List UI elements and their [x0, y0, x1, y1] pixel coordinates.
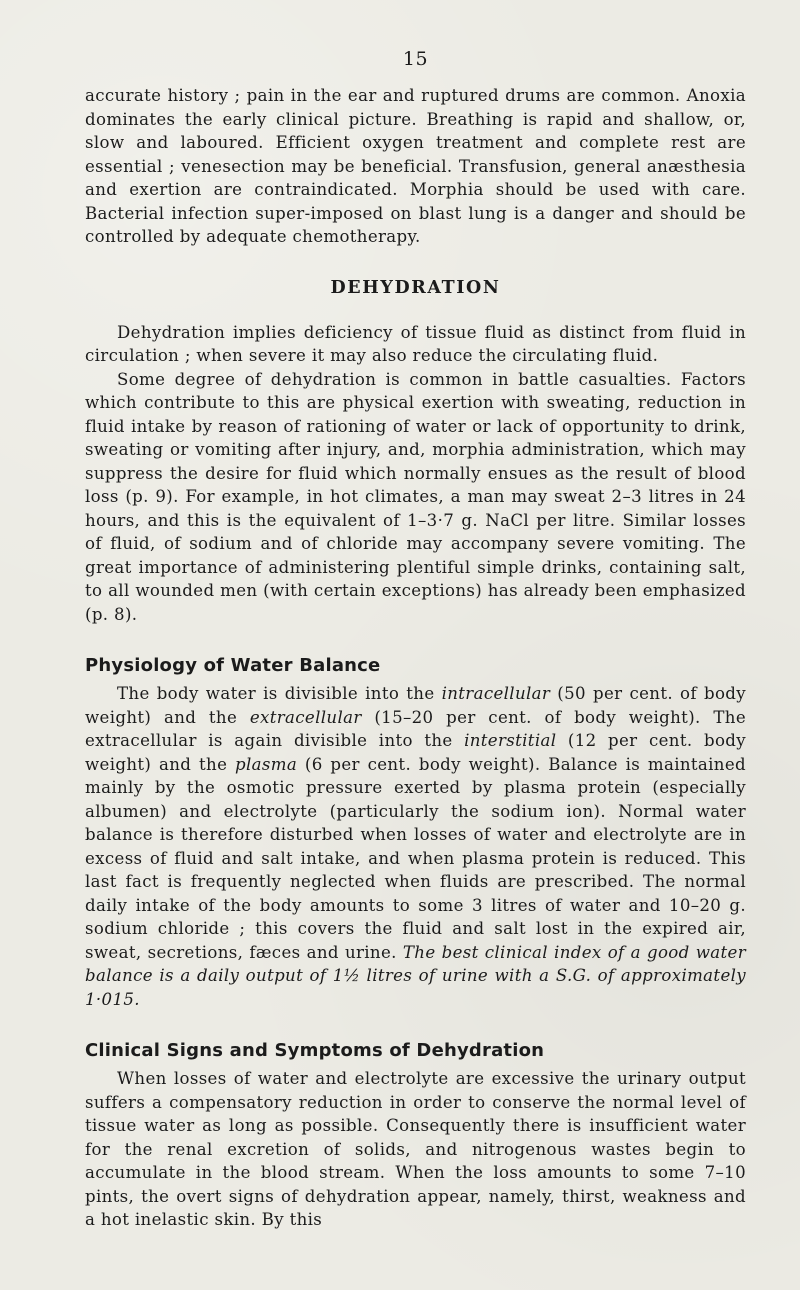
physiology-paragraph [85, 682, 746, 1011]
section-gap [85, 299, 746, 321]
extracellular-term: extracellular [249, 707, 362, 727]
physiology-heading: Physiology of Water Balance [85, 655, 381, 676]
physiology-text-b: (50 per cent. of body weight) and the [85, 684, 746, 727]
dehydration-heading: DEHYDRATION [330, 277, 501, 298]
page-number: 15 [402, 48, 429, 70]
section-gap [85, 626, 746, 654]
section-gap [85, 1011, 746, 1039]
physiology-text-a: The body water is divisible into the [117, 684, 442, 703]
physiology-text-c: (15–20 per cent. of body weight). The extracellular is again divisible into the [85, 707, 746, 750]
clinical-signs-paragraph: When losses of water and electrolyte are excessive the urinary output suffers a compensatory reduction in order to conserve the normal level of tissue water as long as possible. Consequently there is insufficient water for the renal excretion of solids, and nitrogenous wastes begin to accumulate in the blood stream. When the loss amounts to some 7–10 pints, the overt signs of dehydration appear, namely, thirst, weakness and a hot inelastic skin. By this [85, 1069, 746, 1229]
physiology-text-d: (12 per cent. body weight) and the [85, 731, 746, 774]
dehydration-paragraph-1: Dehydration implies deficiency of tissue fluid as distinct from fluid in circulation ; when severe it may also reduce the circulating fluid. [85, 322, 746, 365]
dehydration-paragraph-2: Some degree of dehydration is common in battle casualties. Factors which contribute to this are physical exertion with sweating, reduction in fluid intake by reason of rationing of water or lack of opportunity to drink, sweating or vomiting after injury, and, morphia administration, which may suppress the desire for fluid which normally ensues as the result of blood loss (p. 9). For example, in hot climates, a man may sweat 2–3 litres in 24 hours, and this is the equivalent of 1–3·7 g. NaCl per litre. Similar losses of fluid, of sodium and of chloride may accompany severe vomiting. The great importance of administering plentiful simple drinks, containing salt, to all wounded men (with certain exceptions) has already been emphasized (p. 8). [85, 369, 746, 624]
clinical-index-sentence: The best clinical index of a good water balance is a daily output of 1½ litres of urine with a S.G. of approximately 1·015. [85, 942, 746, 1009]
interstitial-term: interstitial [464, 731, 557, 750]
clinical-signs-heading: Clinical Signs and Symptoms of Dehydration [85, 1040, 545, 1061]
intracellular-term: intracellular [441, 684, 551, 703]
intro-paragraph: accurate history ; pain in the ear and ruptured drums are common. Anoxia dominates the early clinical picture. Breathing is rapid and shallow, or, slow and laboured. Efficient oxygen treatment and complete rest are essential ; venesection may be beneficial. Transfusion, general anæsthesia and exertion are contraindicated. Morphia should be used with care. Bacterial infection super-imposed on blast lung is a danger and should be controlled by adequate chemotherapy. [85, 86, 746, 246]
plasma-term: plasma [235, 754, 298, 774]
section-gap [85, 249, 746, 277]
physiology-text-e: (6 per cent. body weight). Balance is maintained mainly by the osmotic pressure exerted by plasma protein (especially albumen) and electrolyte (particularly the sodium ion). Normal water balance is therefore disturbed when losses of water and electrolyte are in excess of fluid and salt intake, and when plasma protein is reduced. This last fact is frequently neglected when fluids are prescribed. The normal daily intake of the body amounts to some 3 litres of water and 10–20 g. sodium chloride ; this covers the fluid and salt lost in the expired air, sweat, secretions, fæces and urine. [85, 754, 746, 962]
